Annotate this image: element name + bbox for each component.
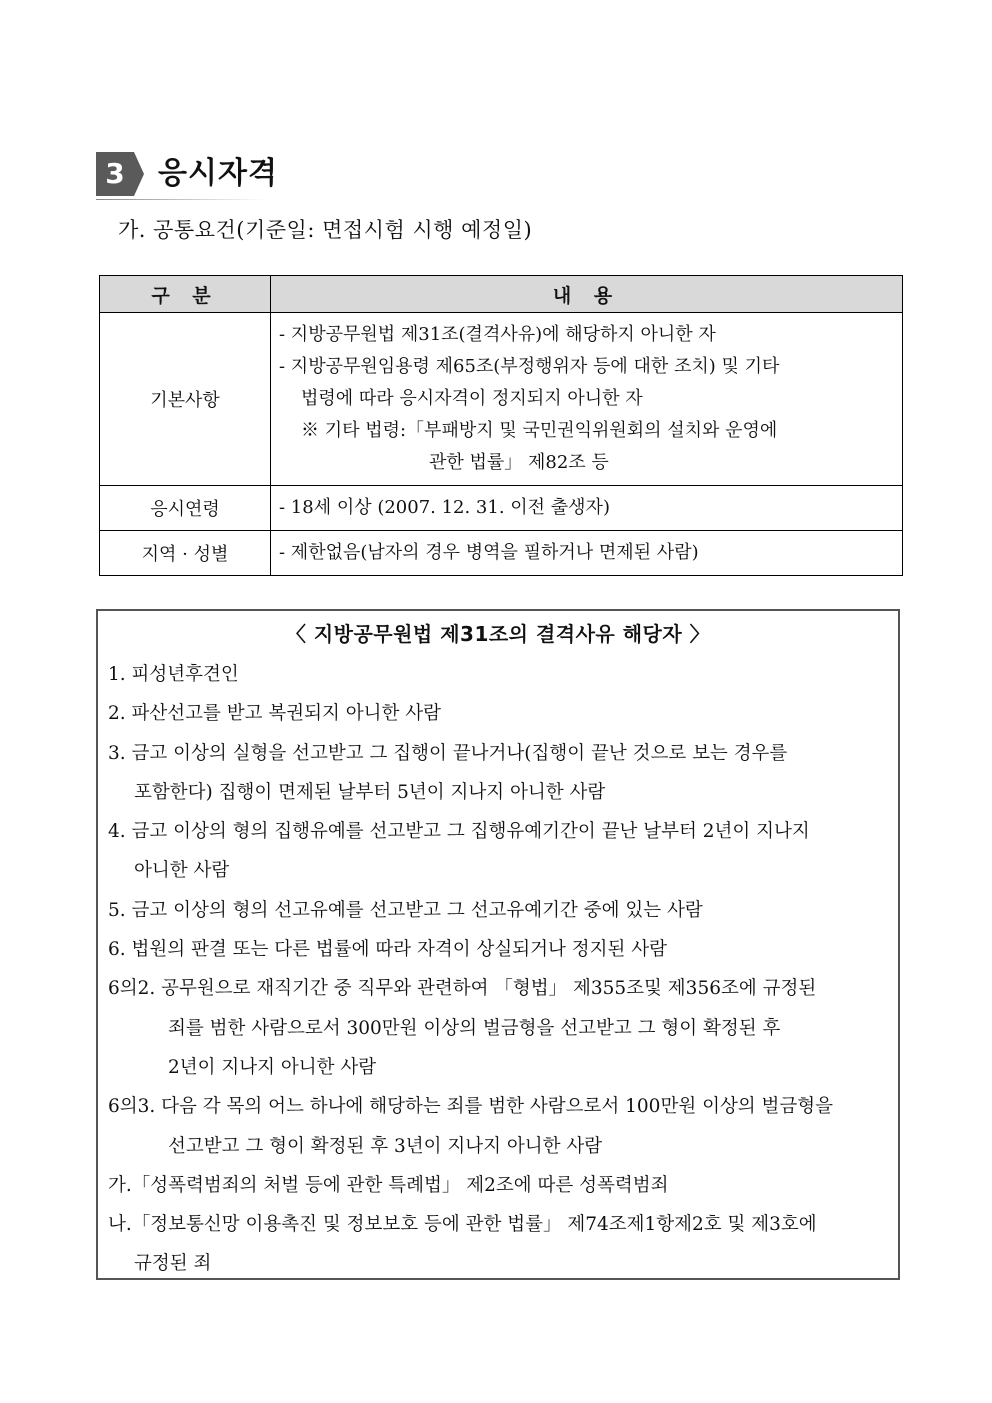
- list-item-continuation: 포함한다) 집행이 면제된 날부터 5년이 지나지 아니한 사람: [134, 781, 606, 803]
- list-subitem: 가.「성폭력범죄의 처벌 등에 관한 특례법」 제2조에 따른 성폭력범죄: [108, 1174, 669, 1196]
- list-item-continuation: 아니한 사람: [134, 860, 230, 882]
- content-line: - 지방공무원법 제31조(결격사유)에 해당하지 아니한 자: [279, 324, 716, 345]
- list-item-continuation: 선고받고 그 형이 확정된 후 3년이 지나지 아니한 사람: [168, 1135, 603, 1157]
- content-line: - 제한없음(남자의 경우 병역을 필하거나 면제된 사람): [279, 542, 699, 563]
- content-line: - 지방공무원임용령 제65조(부정행위자 등에 대한 조치) 및 기타: [279, 356, 780, 377]
- list-subitem: 나.「정보통신망 이용촉진 및 정보보호 등에 관한 법률」 제74조제1항제2호 및 제3호에: [108, 1214, 817, 1236]
- content-note: ※ 기타 법령:「부패방지 및 국민권익위원회의 설치와 운영에: [301, 420, 778, 441]
- requirements-table: [99, 275, 903, 576]
- list-item-continuation: 2년이 지나지 아니한 사람: [168, 1056, 377, 1078]
- list-item-continuation: 규정된 죄: [134, 1253, 212, 1275]
- disqualification-list: [108, 655, 888, 1284]
- table-row: [100, 531, 903, 576]
- list-item: 1. 피성년후견인: [108, 664, 239, 685]
- section-title: 응시자격: [158, 156, 278, 191]
- row-content: [271, 313, 903, 486]
- list-item: 6의2. 공무원으로 재직기간 중 직무와 관련하여 「형법」 제355조및 제356조에 규정된: [108, 978, 817, 1000]
- row-category: 기본사항: [100, 313, 271, 486]
- section-subtitle: 가. 공통요건(기준일: 면접시험 시행 예정일): [118, 218, 533, 242]
- table-row: [100, 313, 903, 486]
- disqualification-box: [96, 609, 900, 1280]
- content-line: 법령에 따라 응시자격이 정지되지 아니한 자: [301, 388, 643, 409]
- section-number-badge-tail: [134, 152, 144, 196]
- header-content: 내 용: [271, 276, 903, 313]
- disqualification-title: 〈 지방공무원법 제31조의 결격사유 해당자 〉: [285, 622, 711, 646]
- list-item: 3. 금고 이상의 실형을 선고받고 그 집행이 끝나거나(집행이 끝난 것으로 보는 경우를: [108, 742, 788, 764]
- row-category: 응시연령: [100, 486, 271, 531]
- table-row: [100, 486, 903, 531]
- heading-underline: [96, 199, 266, 200]
- list-item: 5. 금고 이상의 형의 선고유예를 선고받고 그 선고유예기간 중에 있는 사람: [108, 899, 703, 921]
- row-content: [271, 531, 903, 576]
- list-item: 2. 파산선고를 받고 복권되지 아니한 사람: [108, 703, 441, 725]
- list-item: 6의3. 다음 각 목의 어느 하나에 해당하는 죄를 범한 사람으로서 100만원 이상의 벌금형을: [108, 1096, 834, 1118]
- row-category: 지역 · 성별: [100, 531, 271, 576]
- content-line: - 18세 이상 (2007. 12. 31. 이전 출생자): [279, 497, 610, 518]
- section-number-badge: 3: [96, 152, 134, 196]
- list-item: 4. 금고 이상의 형의 집행유예를 선고받고 그 집행유예기간이 끝난 날부터 2년이 지나지: [108, 821, 810, 843]
- row-content: [271, 486, 903, 531]
- list-item: 6. 법원의 판결 또는 다른 법률에 따라 자격이 상실되거나 정지된 사람: [108, 939, 667, 961]
- header-category: 구 분: [100, 276, 271, 313]
- section-heading: [96, 150, 396, 200]
- table-header-row: [100, 276, 903, 313]
- content-note: 관한 법률」 제82조 등: [429, 452, 609, 473]
- list-item-continuation: 죄를 범한 사람으로서 300만원 이상의 벌금형을 선고받고 그 형이 확정된 후: [168, 1017, 781, 1039]
